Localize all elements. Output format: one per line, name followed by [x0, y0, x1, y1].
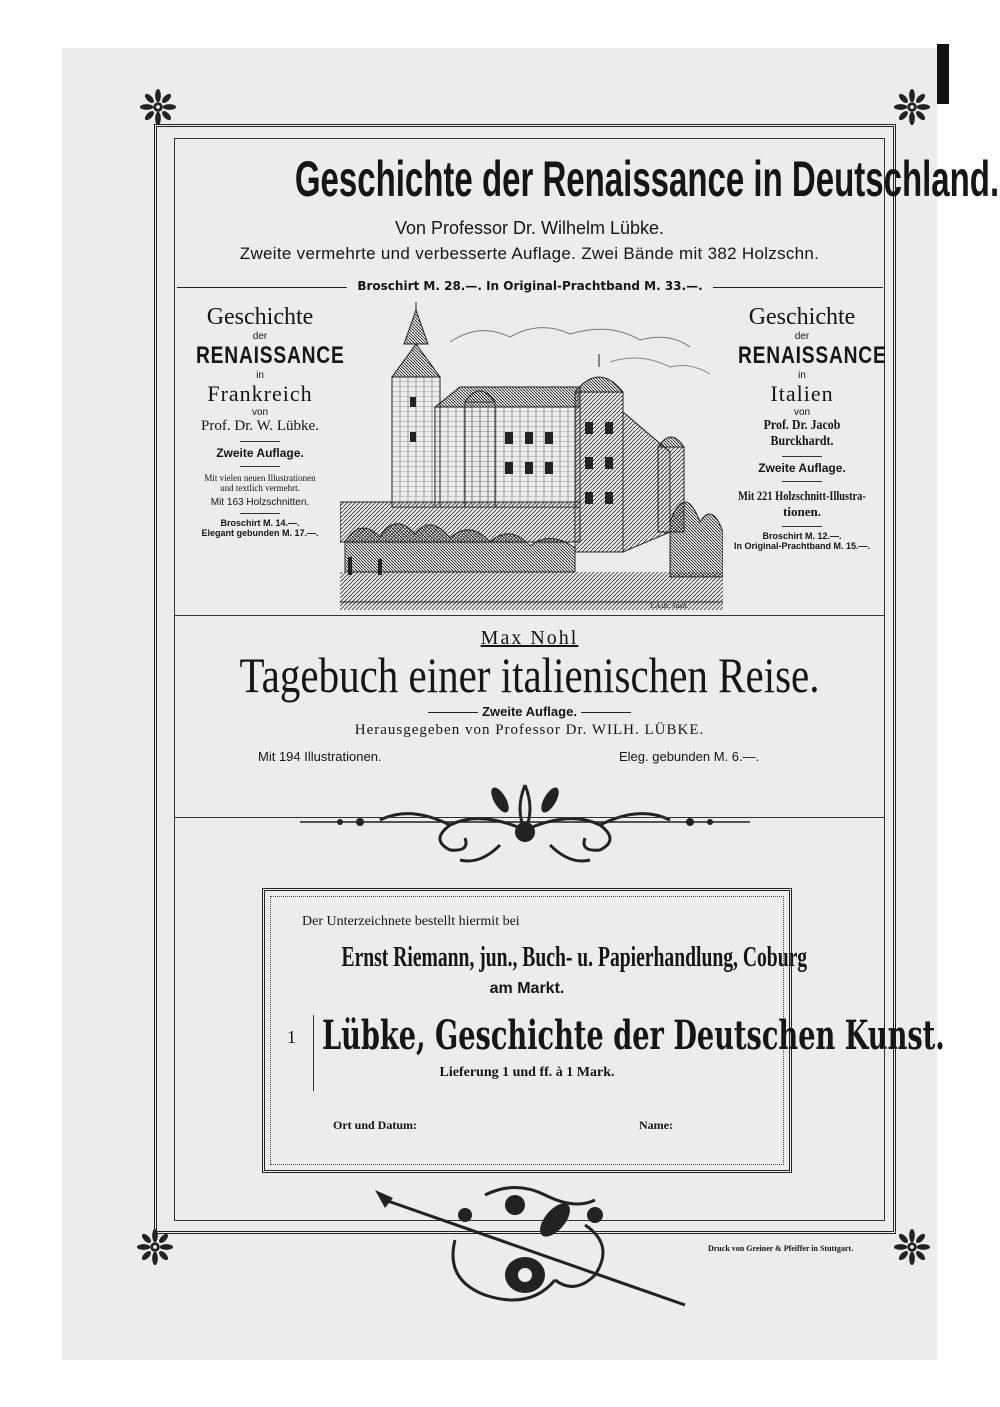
flower-ornament-icon	[139, 88, 177, 126]
edition-line: Zweite vermehrte und verbesserte Auflage. Zwei Bände mit 382 Holzschn.	[239, 244, 820, 263]
right-country: Italien	[770, 381, 834, 406]
scroll-ornament-icon	[300, 770, 750, 870]
order-place-date: Ort und Datum:	[333, 1118, 418, 1132]
printer-note: Druck von Greiner & Pfeiffer in Stuttgart.	[708, 1244, 854, 1253]
right-author: Prof. Dr. Jacob Burckhardt.	[763, 418, 841, 449]
order-book: Lübke, Geschichte der Deutschen Kunst.	[322, 1012, 945, 1059]
left-price-1: Broschirt M. 14.—.	[220, 518, 300, 528]
left-title-top: Geschichte	[206, 304, 314, 330]
left-in: in	[256, 370, 264, 381]
rule-left	[428, 712, 478, 713]
left-author: Prof. Dr. W. Lübke.	[201, 418, 319, 434]
right-subject: RENAISSANCE	[738, 342, 887, 369]
nohl-author: Max Nohl	[480, 627, 579, 649]
left-von: von	[251, 407, 269, 418]
left-note-1: Mit vielen neuen Illustrationen	[204, 473, 316, 483]
left-book	[180, 304, 345, 538]
nohl-edition-text: Zweite Auflage.	[482, 704, 577, 719]
nohl-title: Tagebuch einer italienischen Reise.	[239, 647, 820, 703]
price-line	[177, 280, 883, 294]
order-quantity: 1	[287, 1027, 296, 1047]
right-illustrations-1: Mit 221 Holzschnitt-Illustra-	[738, 488, 866, 503]
left-der: der	[252, 331, 268, 342]
left-note-2: und textlich vermehrt.	[220, 483, 300, 493]
flower-ornament-icon	[893, 88, 931, 126]
left-rule-3	[240, 513, 280, 514]
price-text: Broschirt M. 28.—. In Original-Prachtband M. 33.—.	[357, 279, 703, 293]
left-illustrations: Mit 163 Holzschnitten.	[210, 497, 310, 508]
left-country: Frankreich	[207, 381, 313, 406]
right-illustrations-2: tionen.	[783, 504, 821, 519]
order-location: am Markt.	[489, 980, 565, 997]
right-in: in	[798, 370, 806, 381]
engraving-signature: L.A.dn. Stadt.	[650, 602, 689, 610]
nohl-editor: Herausgegeben von Professor Dr. WILH. LÜBKE.	[354, 722, 705, 738]
left-rule	[240, 441, 280, 442]
order-intro: Der Unterzeichnete bestellt hiermit bei	[302, 914, 520, 929]
left-rule-2	[240, 466, 280, 467]
main-title: Geschichte der Renaissance in Deutschland.	[294, 151, 1000, 207]
author-line: Von Professor Dr. Wilhelm Lübke.	[394, 218, 665, 238]
right-book	[722, 304, 887, 551]
nohl-price: Eleg. gebunden M. 6.—.	[619, 749, 760, 764]
section-divider	[174, 615, 885, 616]
flower-ornament-icon	[136, 1228, 174, 1266]
right-edition: Zweite Auflage.	[758, 461, 846, 475]
order-dealer: Ernst Riemann, jun., Buch- u. Papierhandlung, Coburg	[341, 942, 808, 973]
castle-engraving	[340, 302, 723, 610]
section-divider-2	[174, 817, 885, 818]
order-name: Name:	[639, 1118, 673, 1132]
rule-right	[581, 712, 631, 713]
right-rule	[782, 456, 822, 457]
nohl-illustrations: Mit 194 Illustrationen.	[258, 749, 382, 764]
right-price-1: Broschirt M. 12.—.	[762, 531, 842, 541]
right-price-2: In Original-Prachtband M. 15.—.	[733, 541, 871, 551]
order-terms: Lieferung 1 und ff. à 1 Mark.	[439, 1065, 615, 1080]
left-subject: RENAISSANCE	[196, 342, 345, 369]
nohl-edition	[174, 704, 885, 719]
right-der: der	[794, 331, 810, 342]
flower-ornament-icon	[893, 1228, 931, 1266]
cartouche-ornament-icon	[365, 1180, 695, 1315]
right-von: von	[793, 407, 811, 418]
left-price-2: Elegant gebunden M. 17.—.	[201, 528, 319, 538]
right-rule-3	[782, 526, 822, 527]
right-rule-2	[782, 481, 822, 482]
left-edition: Zweite Auflage.	[216, 446, 304, 460]
scan-edge	[937, 44, 949, 104]
right-title-top: Geschichte	[748, 304, 856, 330]
